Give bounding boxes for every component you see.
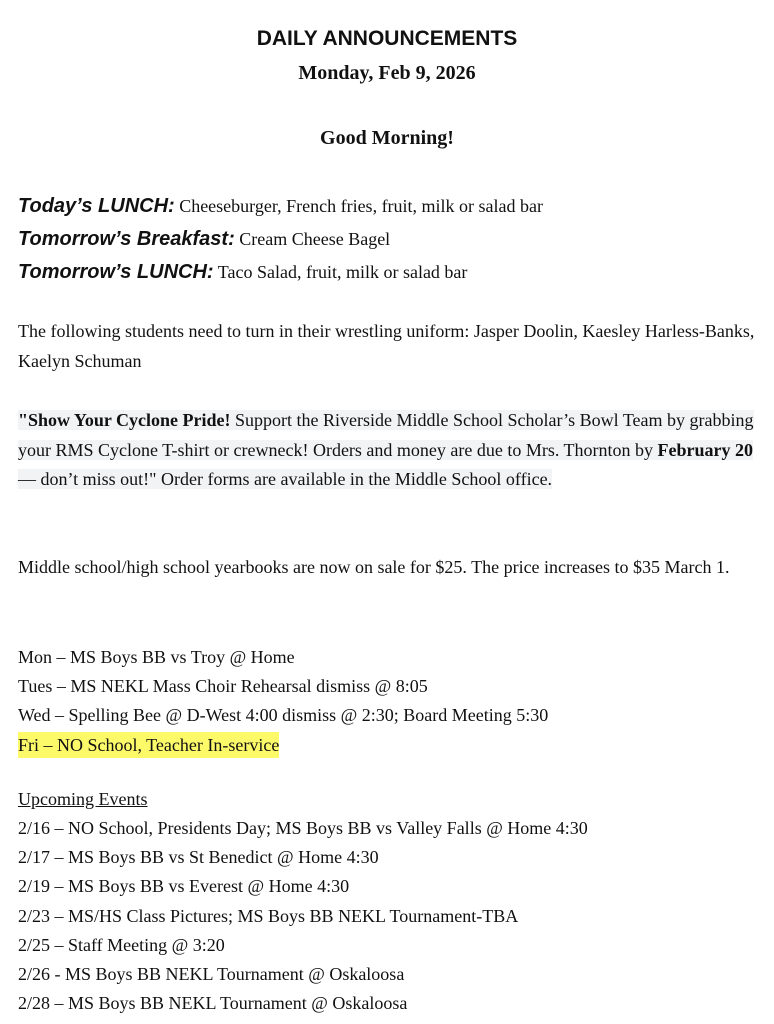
menu-value: Cheeseburger, French fries, fruit, milk or salad bar (179, 196, 544, 216)
menu-label: Tomorrow’s LUNCH: (18, 261, 214, 283)
upcoming-event: 2/17 – MS Boys BB vs St Benedict @ Home 4:30 (18, 847, 379, 867)
menu-today-lunch (18, 192, 543, 220)
upcoming-event: 2/16 – NO School, Presidents Day; MS Boys BB vs Valley Falls @ Home 4:30 (18, 818, 588, 838)
yearbook-notice: Middle school/high school yearbooks are now on sale for $25. The price increases to $35 March 1. (18, 557, 730, 577)
document-title: DAILY ANNOUNCEMENTS (256, 27, 518, 50)
greeting: Good Morning! (320, 127, 454, 149)
upcoming-event: 2/19 – MS Boys BB vs Everest @ Home 4:30 (18, 876, 350, 896)
menu-label: Today’s LUNCH: (18, 195, 175, 217)
cyclone-text-2: — don’t miss out!" Order forms are available in the Middle School office. (18, 469, 553, 489)
cyclone-bold-intro: "Show Your Cyclone Pride! (18, 410, 231, 430)
upcoming-events-heading: Upcoming Events (18, 789, 148, 809)
week-event: Mon – MS Boys BB vs Troy @ Home (18, 647, 295, 667)
cyclone-text-1: Support the Riverside Middle School Scholar’s Bowl Team by grabbing your RMS Cyclone T-shirt or crewneck! Orders and money are due to Mrs. Thornton by (18, 410, 754, 460)
week-event-highlighted: Fri – NO School, Teacher In-service (18, 732, 279, 758)
upcoming-event: 2/25 – Staff Meeting @ 3:20 (18, 935, 225, 955)
menu-tomorrow-breakfast (18, 225, 390, 253)
week-event: Wed – Spelling Bee @ D-West 4:00 dismiss @ 2:30; Board Meeting 5:30 (18, 705, 549, 725)
upcoming-event: 2/26 - MS Boys BB NEKL Tournament @ Oskaloosa (18, 964, 405, 984)
menu-label: Tomorrow’s Breakfast: (18, 228, 235, 250)
cyclone-due-date: February 20 (657, 439, 754, 460)
cyclone-pride-notice (18, 406, 758, 495)
wrestling-notice: The following students need to turn in their wrestling uniform: Jasper Doolin, Kaesley Harless-Banks, Kaelyn Schuman (18, 321, 755, 371)
document-date: Monday, Feb 9, 2026 (298, 62, 476, 84)
upcoming-event: 2/23 – MS/HS Class Pictures; MS Boys BB NEKL Tournament-TBA (18, 906, 519, 926)
upcoming-event: 2/28 – MS Boys BB NEKL Tournament @ Oskaloosa (18, 993, 408, 1013)
menu-tomorrow-lunch (18, 258, 467, 286)
menu-value: Cream Cheese Bagel (239, 229, 391, 249)
week-event: Tues – MS NEKL Mass Choir Rehearsal dismiss @ 8:05 (18, 676, 428, 696)
menu-value: Taco Salad, fruit, milk or salad bar (217, 262, 468, 282)
